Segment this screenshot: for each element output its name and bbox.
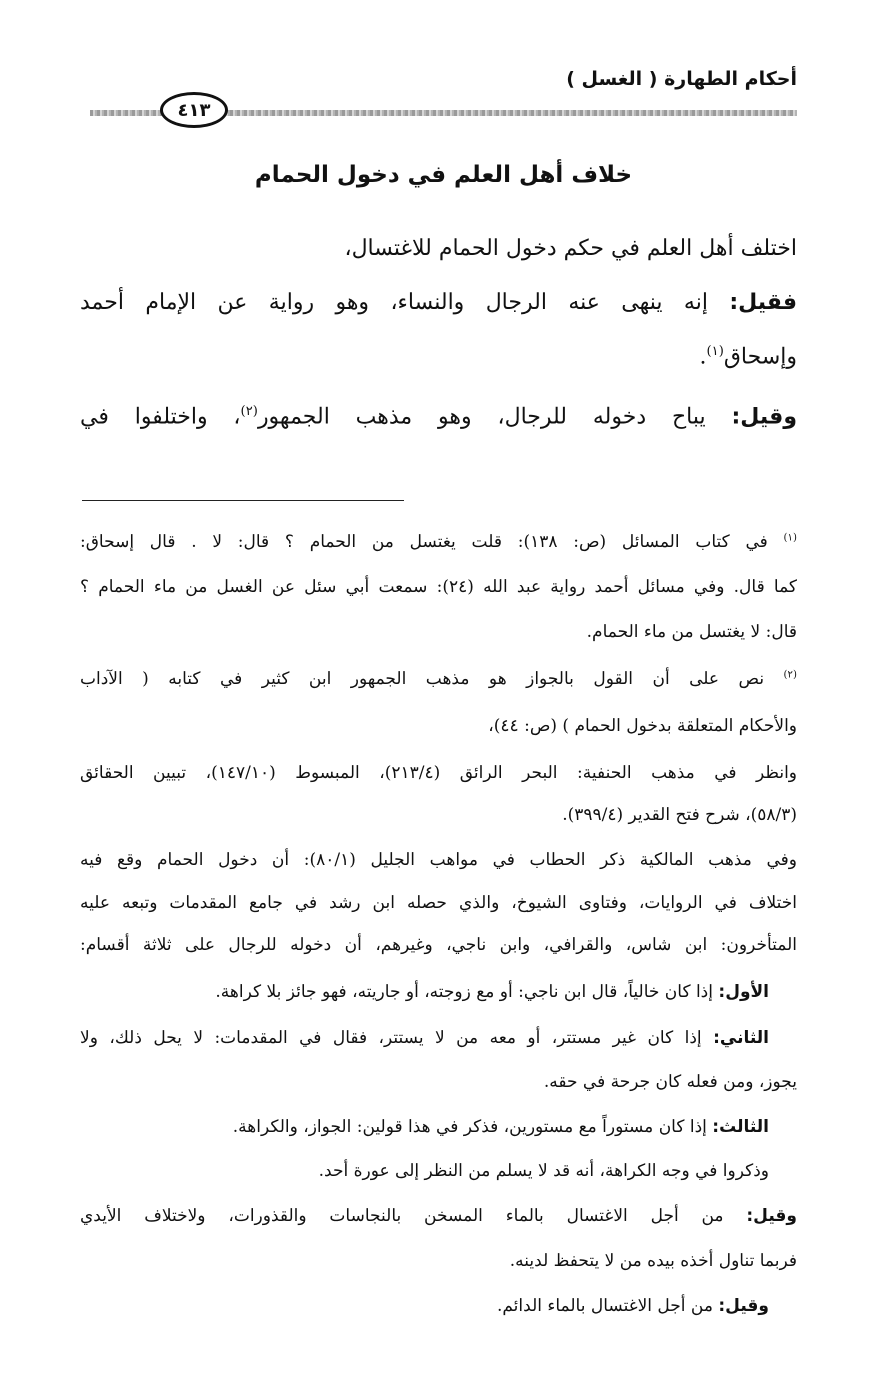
second-category-line-2: يجوز، ومن فعله كان جرحة في حقه. xyxy=(543,1072,797,1092)
footnote-2-line-3: وانظر في مذهب الحنفية: البحر الرائق (٢١٣/٤)، المبسوط (١٤٧/١٠)، تبيين الحقائق xyxy=(80,763,797,783)
footnote-marker-2: (٢) xyxy=(783,669,797,681)
footnote-marker-1: (١) xyxy=(783,532,797,544)
running-title: أحكام الطهارة ( الغسل ) xyxy=(566,68,797,90)
lead-word: الأول: xyxy=(718,982,769,1002)
lead-word: الثاني: xyxy=(713,1028,769,1048)
footnote-2-line-1: $^{(٢)}$ نص على أن القول بالجواز هو مذهب الجمهور ابن كثير في كتابه ( الآداب xyxy=(80,669,797,689)
third-category: الثالث: إذا كان مستوراً مع مستورين، فذكر في هذا قولين: الجواز، والكراهة. xyxy=(232,1117,769,1137)
section-title: خلاف أهل العلم في دخول الحمام xyxy=(254,162,633,188)
lead-word: وقيل: xyxy=(731,404,797,430)
paragraph-2-line-1: فقيل: إنه ينهى عنه الرجال والنساء، وهو رواية عن الإمام أحمد xyxy=(80,290,797,315)
page-number: ٤١٣ xyxy=(160,92,228,128)
karaha-reason: وذكروا في وجه الكراهة، أنه قد لا يسلم من النظر إلى عورة أحد. xyxy=(318,1161,769,1181)
paragraph-2-line-2: وإسحاق$^{(١)}$. xyxy=(699,344,797,370)
second-category-line-1: الثاني: إذا كان غير مستتر، أو معه من لا يستتر، فقال في المقدمات: لا يحل ذلك، ولا xyxy=(80,1028,769,1048)
lead-word: وقيل: xyxy=(718,1296,769,1316)
first-category: الأول: إذا كان خالياً، قال ابن ناجي: أو مع زوجته، أو جاريته، فهو جائز بلا كراهة. xyxy=(215,982,769,1002)
footnote-1-line-3: قال: لا يغتسل من ماء الحمام. xyxy=(586,622,797,642)
footnote-ref-2[interactable]: (٢) xyxy=(240,404,258,419)
footnote-separator xyxy=(82,500,404,501)
lead-word: وقيل: xyxy=(746,1206,797,1226)
footnote-2-line-7: المتأخرون: ابن شاس، والقرافي، وابن ناجي، وغيرهم، أن دخوله للرجال على ثلاثة أقسام: xyxy=(80,935,797,955)
footnote-1-line-1: $^{(١)}$ في كتاب المسائل (ص: ١٣٨): قلت يغتسل من الحمام ؟ قال: لا . قال إسحاق: xyxy=(80,532,797,552)
qil-1-line-2: فربما تناول أخذه بيده من لا يتحفظ لدينه. xyxy=(509,1251,797,1271)
paragraph-1: اختلف أهل العلم في حكم دخول الحمام للاغتسال، xyxy=(344,236,797,261)
paragraph-3-line-1: وقيل: يباح دخوله للرجال، وهو مذهب الجمهور$^{(٢)}$، واختلفوا في xyxy=(80,404,797,430)
lead-word: فقيل: xyxy=(729,290,797,315)
footnote-2-line-5: وفي مذهب المالكية ذكر الحطاب في مواهب الجليل (٨٠/١): أن دخول الحمام وقع فيه xyxy=(80,850,797,870)
qil-2: وقيل: من أجل الاغتسال بالماء الدائم. xyxy=(496,1296,769,1316)
footnote-ref-1[interactable]: (١) xyxy=(706,344,724,359)
footnote-2-line-6: اختلاف في الروايات، وفتاوى الشيوخ، والذي حصله ابن رشد في جامع المقدمات وتبعه عليه xyxy=(80,893,797,913)
lead-word: الثالث: xyxy=(712,1117,769,1137)
footnote-2-line-2: والأحكام المتعلقة بدخول الحمام ) (ص: ٤٤)، xyxy=(488,716,797,736)
footnote-1-line-2: كما قال. وفي مسائل أحمد رواية عبد الله (٢٤): سمعت أبي سئل عن الغسل من ماء الحمام ؟ xyxy=(80,577,797,597)
qil-1-line-1: وقيل: من أجل الاغتسال بالماء المسخن بالنجاسات والقذورات، ولاختلاف الأيدي xyxy=(80,1206,797,1226)
footnote-2-line-4: (٥٨/٣)، شرح فتح القدير (٣٩٩/٤). xyxy=(562,805,797,825)
